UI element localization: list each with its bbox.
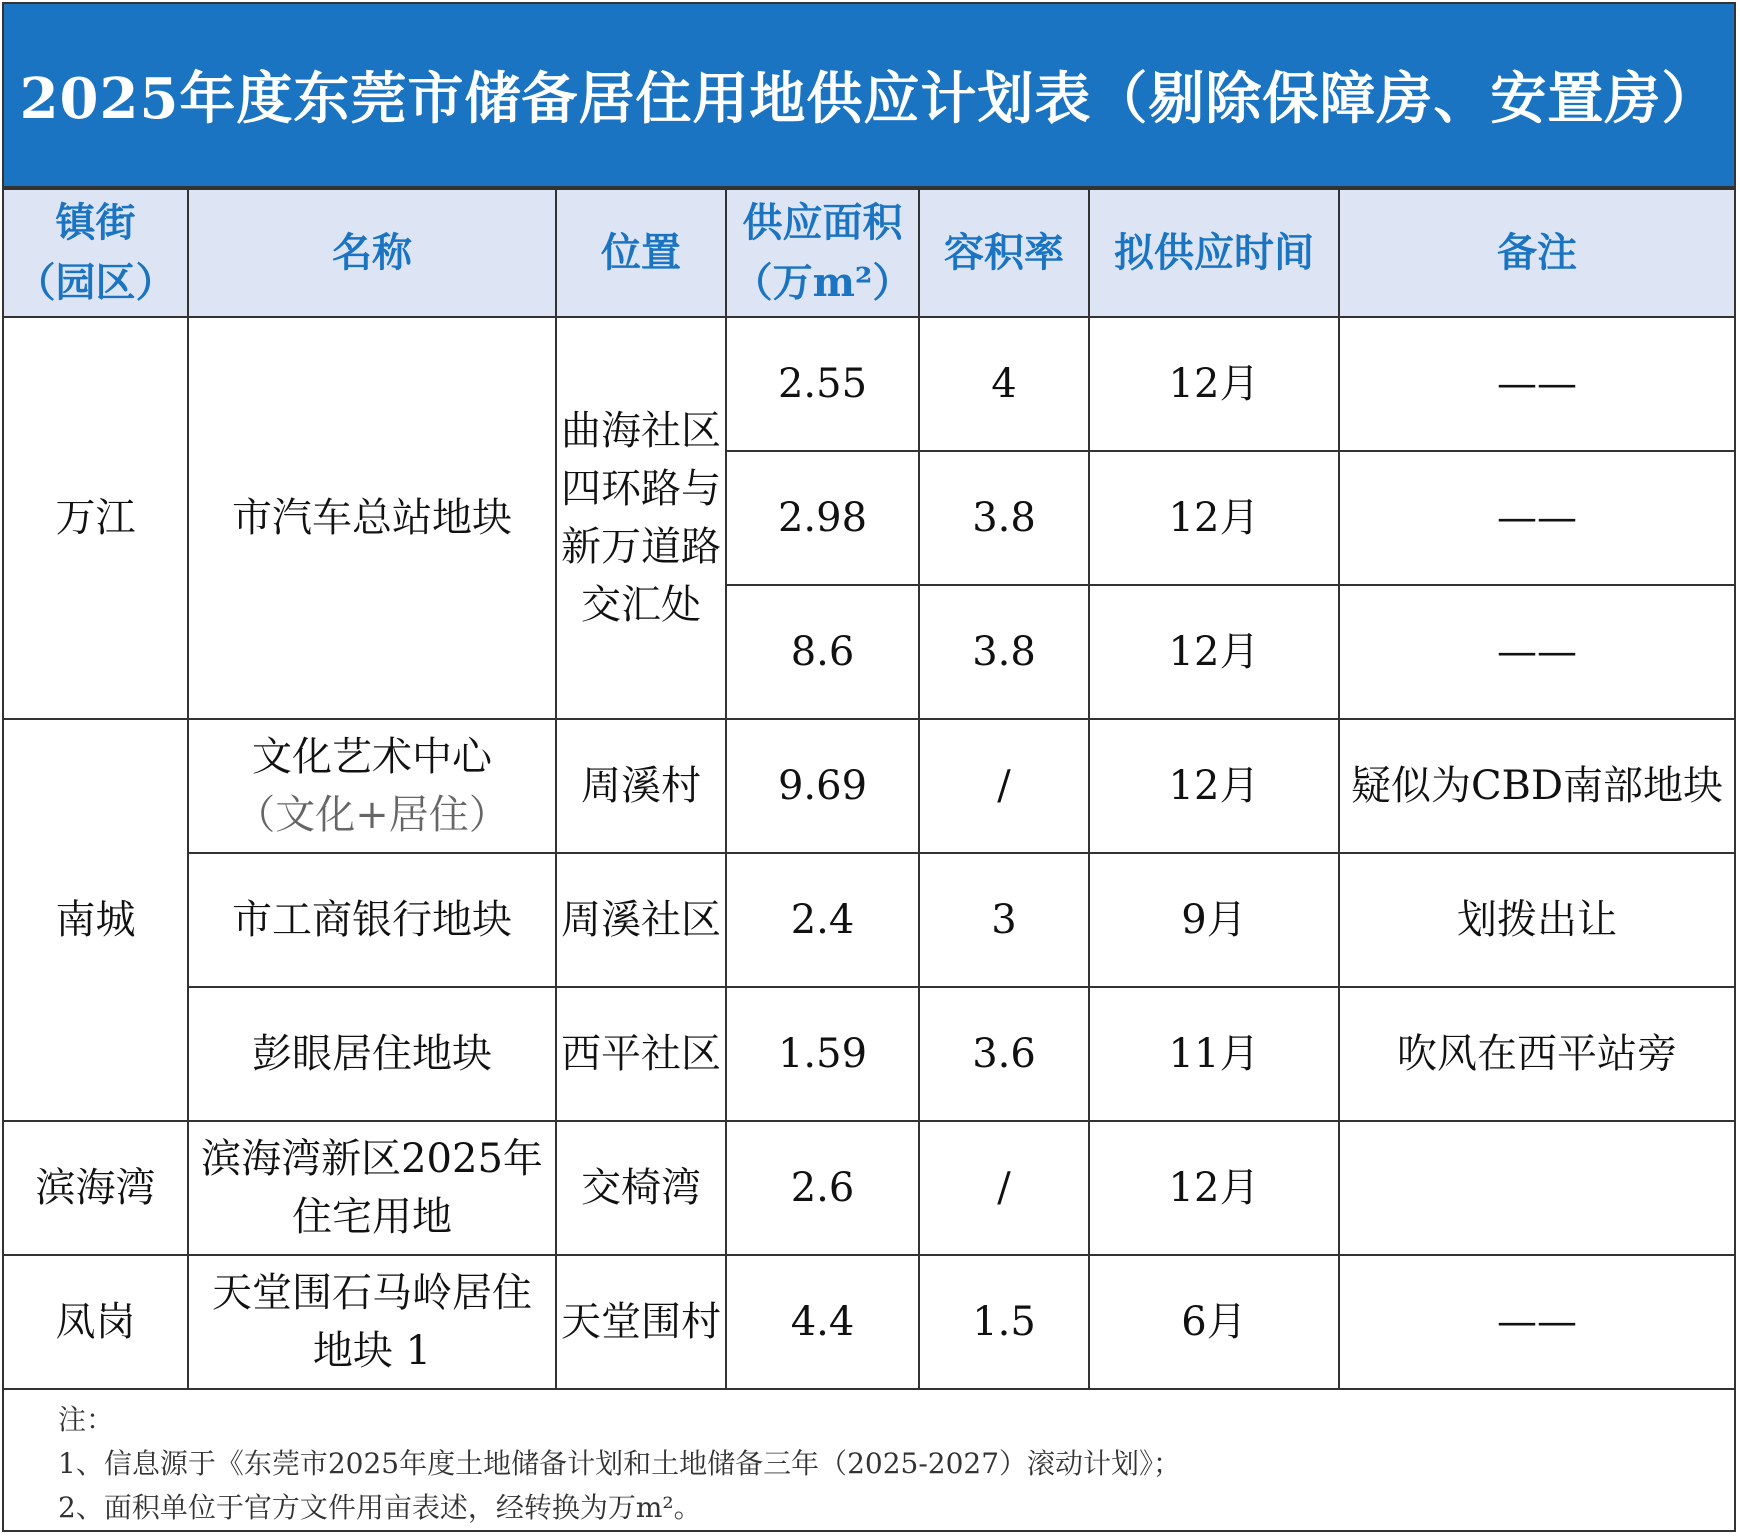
far-cell: 3.8 [919, 451, 1089, 585]
area-cell: 2.6 [726, 1121, 919, 1255]
remark-cell: 划拨出让 [1339, 853, 1734, 987]
header-remark: 备注 [1339, 189, 1734, 317]
location-cell: 周溪社区 [556, 853, 726, 987]
far-cell: 1.5 [919, 1255, 1089, 1389]
far-cell: 4 [919, 317, 1089, 451]
area-cell: 4.4 [726, 1255, 919, 1389]
far-cell: 3.6 [919, 987, 1089, 1121]
far-cell: 3 [919, 853, 1089, 987]
name-cell: 市汽车总站地块 [188, 317, 556, 719]
table-frame [2, 2, 1736, 1532]
table-row [4, 1121, 1734, 1255]
footnotes [4, 1390, 1734, 1530]
name-cell: 彭眼居住地块 [188, 987, 556, 1121]
time-cell: 12月 [1089, 585, 1339, 719]
header-row [4, 189, 1734, 317]
location-cell: 天堂围村 [556, 1255, 726, 1389]
town-cell: 南城 [4, 719, 188, 1121]
location-cell: 周溪村 [556, 719, 726, 853]
area-cell: 8.6 [726, 585, 919, 719]
town-cell: 万江 [4, 317, 188, 719]
town-cell: 凤岗 [4, 1255, 188, 1389]
area-cell: 2.4 [726, 853, 919, 987]
area-cell: 1.59 [726, 987, 919, 1121]
note-2: 2、面积单位于官方文件用亩表述，经转换为万m²。 [58, 1491, 702, 1524]
page-title: 2025年度东莞市储备居住用地供应计划表（剔除保障房、安置房） [19, 66, 1719, 132]
location-cell: 西平社区 [556, 987, 726, 1121]
table-row [4, 987, 1734, 1121]
name-cell: 市工商银行地块 [188, 853, 556, 987]
remark-cell: —— [1339, 585, 1734, 719]
far-cell: / [919, 1121, 1089, 1255]
table-row [4, 853, 1734, 987]
remark-cell: 吹风在西平站旁 [1339, 987, 1734, 1121]
header-time: 拟供应时间 [1089, 189, 1339, 317]
remark-cell: —— [1339, 451, 1734, 585]
name-cell: 文化艺术中心 （文化+居住） [188, 719, 556, 853]
area-cell: 9.69 [726, 719, 919, 853]
supply-plan-table [4, 188, 1734, 1390]
area-cell: 2.98 [726, 451, 919, 585]
far-cell: / [919, 719, 1089, 853]
time-cell: 12月 [1089, 451, 1339, 585]
remark-cell: —— [1339, 1255, 1734, 1389]
name-cell: 天堂围石马岭居住地块 1 [188, 1255, 556, 1389]
notes-heading: 注： [58, 1403, 115, 1436]
table-row [4, 317, 1734, 451]
table-row [4, 1255, 1734, 1389]
name-subtitle: （文化+居住） [235, 792, 509, 838]
area-cell: 2.55 [726, 317, 919, 451]
time-cell: 11月 [1089, 987, 1339, 1121]
time-cell: 12月 [1089, 1121, 1339, 1255]
remark-cell: —— [1339, 317, 1734, 451]
remark-cell: 疑似为CBD南部地块 [1339, 719, 1734, 853]
header-town: 镇街 （园区） [4, 189, 188, 317]
time-cell: 12月 [1089, 719, 1339, 853]
header-location: 位置 [556, 189, 726, 317]
location-cell: 交椅湾 [556, 1121, 726, 1255]
header-far: 容积率 [919, 189, 1089, 317]
name-cell: 滨海湾新区2025年住宅用地 [188, 1121, 556, 1255]
note-1: 1、信息源于《东莞市2025年度土地储备计划和土地储备三年（2025-2027）滚动计划》； [58, 1447, 1182, 1480]
remark-cell [1339, 1121, 1734, 1255]
time-cell: 9月 [1089, 853, 1339, 987]
town-cell: 滨海湾 [4, 1121, 188, 1255]
title-bar [4, 4, 1734, 188]
far-cell: 3.8 [919, 585, 1089, 719]
time-cell: 12月 [1089, 317, 1339, 451]
table-row [4, 719, 1734, 853]
time-cell: 6月 [1089, 1255, 1339, 1389]
header-area: 供应面积 （万m²） [726, 189, 919, 317]
location-cell: 曲海社区四环路与新万道路交汇处 [556, 317, 726, 719]
header-name: 名称 [188, 189, 556, 317]
